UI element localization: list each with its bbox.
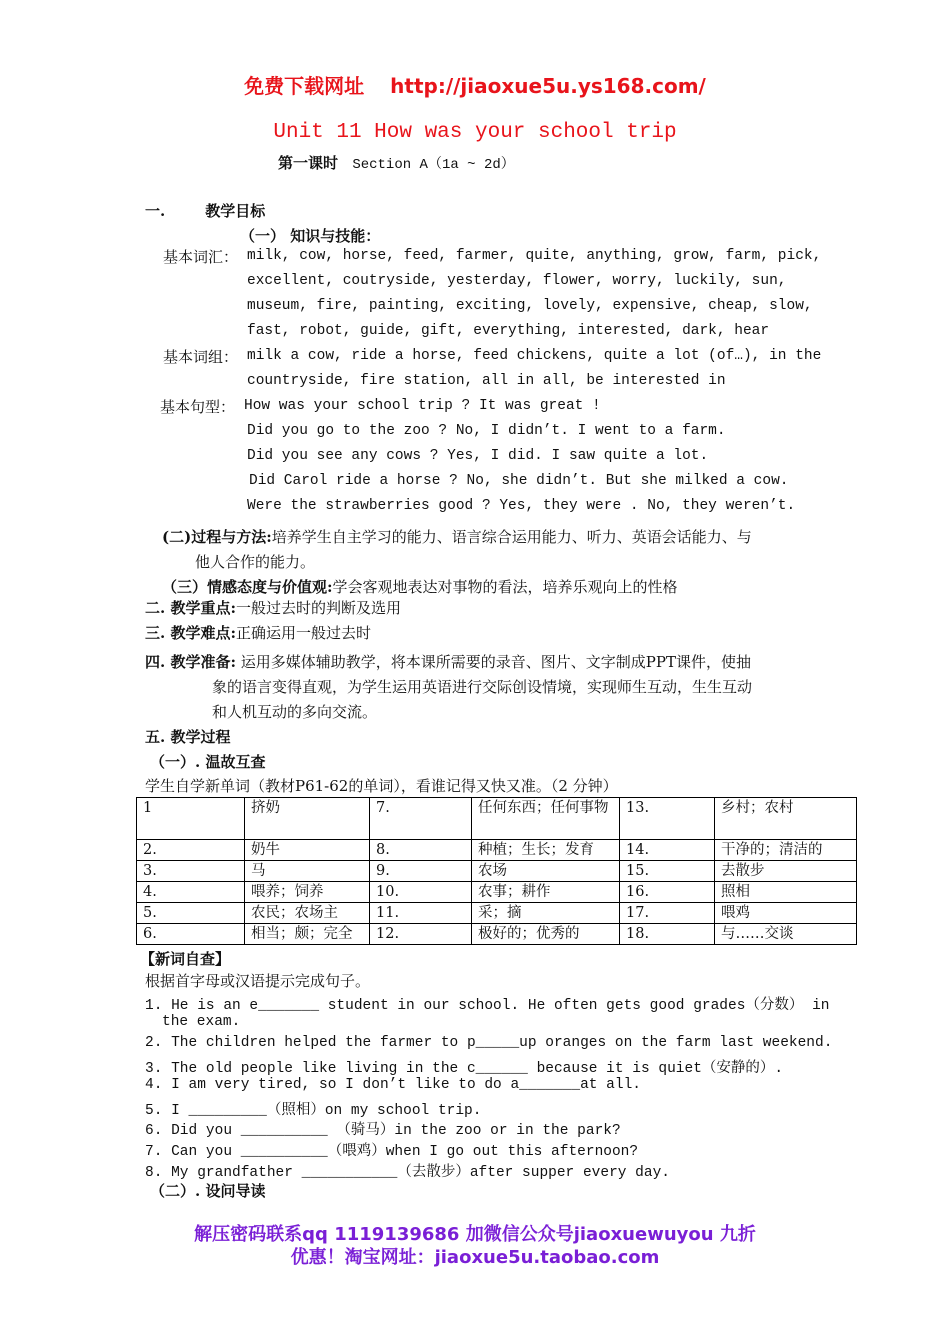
teaching-focus-label: 二. 教学重点: (145, 599, 236, 617)
exercise-item: 6. Did you __________ （骑马）in the zoo or in the park? (145, 1123, 621, 1139)
table-cell: 5. (137, 903, 245, 924)
sentence-label: 基本句型： (160, 398, 236, 416)
table-row (137, 840, 857, 861)
table-cell: 与……交谈 (715, 924, 857, 945)
table-cell: 2. (137, 840, 245, 861)
table-cell: 极好的；优秀的 (472, 924, 620, 945)
section1-number: 一. (145, 202, 166, 220)
exercise-item: the exam. (162, 1014, 241, 1030)
vocab-line: museum, fire, painting, exciting, lovely, expensive, cheap, slow, (247, 298, 813, 314)
table-row (137, 861, 857, 882)
teaching-difficulty-text: 正确运用一般过去时 (235, 624, 371, 642)
teaching-prep-line: 象的语言变得直观，为学生运用英语进行交际创设情境，实现师生互动，生生互动 (212, 678, 753, 696)
phrase-line: countryside, fire station, all in all, be interested in (247, 373, 726, 389)
process-method (162, 526, 752, 547)
attitude-values-label: （三）情感态度与价值观: (162, 578, 333, 596)
table-cell: 13. (620, 798, 715, 840)
table-cell: 4. (137, 882, 245, 903)
exercise-item: 3. The old people like living in the c______ because it is quiet（安静的）. (145, 1061, 784, 1077)
table-row (137, 882, 857, 903)
vocab-line: excellent, coutryside, yesterday, flower, worry, luckily, sun, (247, 273, 787, 289)
process-method-text: 培养学生自主学习的能力、语言综合运用能力、听力、英语会话能力、与 (271, 528, 752, 546)
knowledge-skills-heading: （一） 知识与技能： (240, 227, 381, 245)
footer-line-2: 优惠！淘宝网址：jiaoxue5u.taobao.com (290, 1247, 660, 1268)
guided-reading-heading: （二）. 设问导读 (150, 1182, 266, 1200)
teaching-prep (145, 651, 751, 672)
table-cell: 奶牛 (245, 840, 370, 861)
sentence-line: Did you see any cows ? Yes, I did. I saw quite a lot. (247, 448, 709, 464)
process-method-text-cont: 他人合作的能力。 (195, 553, 316, 571)
footer-line-1: 解压密码联系qq 1119139686 加微信公众号jiaoxuewuyou 九折 (194, 1224, 756, 1245)
table-row (137, 798, 857, 840)
download-label: 免费下载网址 (244, 74, 365, 98)
table-cell: 15. (620, 861, 715, 882)
exercise-item: 4. I am very tired, so I don’t like to do a_______at all. (145, 1077, 641, 1093)
table-cell: 喂鸡 (715, 903, 857, 924)
table-cell: 喂养；饲养 (245, 882, 370, 903)
table-row (137, 903, 857, 924)
exercise-item: 7. Can you __________（喂鸡）when I go out this afternoon? (145, 1144, 639, 1160)
lesson-section: Section A（1a ~ 2d） (352, 157, 515, 173)
review-heading: （一）. 温故互查 (150, 753, 266, 771)
table-cell: 12. (370, 924, 472, 945)
teaching-prep-text: 运用多媒体辅助教学，将本课所需要的录音、图片、文字制成PPT课件，使抽 (240, 653, 751, 671)
table-cell: 挤奶 (245, 798, 370, 840)
sentence-line: How was your school trip ? It was great ! (244, 398, 601, 414)
teaching-process-heading: 五. 教学过程 (145, 728, 231, 746)
self-check-heading: 【新词自查】 (140, 950, 231, 968)
section1-title: 教学目标 (205, 202, 266, 220)
table-cell: 7. (370, 798, 472, 840)
attitude-values (162, 576, 678, 597)
download-url-link[interactable]: http://jiaoxue5u.ys168.com/ (390, 74, 706, 98)
self-check-intro: 根据首字母或汉语提示完成句子。 (145, 972, 371, 990)
process-method-label: (二)过程与方法: (162, 528, 272, 546)
table-cell: 农民；农场主 (245, 903, 370, 924)
table-cell: 10. (370, 882, 472, 903)
table-cell: 任何东西；任何事物 (472, 798, 620, 840)
lesson-subtitle (278, 152, 515, 173)
vocab-label: 基本词汇： (163, 248, 239, 266)
table-row (137, 924, 857, 945)
table-cell: 相当；颇；完全 (245, 924, 370, 945)
section1-heading (145, 200, 265, 221)
table-cell: 1 (137, 798, 245, 840)
table-cell: 乡村；农村 (715, 798, 857, 840)
table-cell: 去散步 (715, 861, 857, 882)
sentence-line: Did Carol ride a horse ? No, she didn’t. But she milked a cow. (249, 473, 789, 489)
table-cell: 14. (620, 840, 715, 861)
vocab-table (136, 797, 857, 945)
table-cell: 8. (370, 840, 472, 861)
exercise-item: 5. I _________（照相）on my school trip. (145, 1103, 482, 1119)
page-title: Unit 11 How was your school trip (273, 121, 677, 144)
vocab-line: fast, robot, guide, gift, everything, interested, dark, hear (247, 323, 770, 339)
teaching-prep-line: 和人机互动的多向交流。 (212, 703, 378, 721)
exercise-item: 1. He is an e_______ student in our school. He often gets good grades（分数） in (145, 998, 830, 1014)
exercise-item: 8. My grandfather ___________（去散步）after supper every day. (145, 1165, 670, 1181)
table-cell: 18. (620, 924, 715, 945)
vocab-line: milk, cow, horse, feed, farmer, quite, anything, grow, farm, pick, (247, 248, 822, 264)
sentence-line: Were the strawberries good ? Yes, they were . No, they weren’t. (247, 498, 796, 514)
table-cell: 采；摘 (472, 903, 620, 924)
sentence-line: Did you go to the zoo ? No, I didn’t. I went to a farm. (247, 423, 726, 439)
table-cell: 种植；生长；发育 (472, 840, 620, 861)
download-header (0, 70, 950, 99)
table-cell: 马 (245, 861, 370, 882)
vocab-review-intro: 学生自学新单词（教材P61-62的单词），看谁记得又快又准。（2 分钟） (145, 777, 618, 795)
table-cell: 干净的；清洁的 (715, 840, 857, 861)
table-cell: 农事；耕作 (472, 882, 620, 903)
teaching-focus (145, 597, 401, 618)
table-cell: 9. (370, 861, 472, 882)
phrase-label: 基本词组： (163, 348, 239, 366)
table-cell: 6. (137, 924, 245, 945)
attitude-values-text: 学会客观地表达对事物的看法，培养乐观向上的性格 (332, 578, 678, 596)
table-cell: 11. (370, 903, 472, 924)
teaching-prep-label: 四. 教学准备: (145, 653, 236, 671)
phrase-line: milk a cow, ride a horse, feed chickens, quite a lot (of…), in the (247, 348, 822, 364)
table-cell: 农场 (472, 861, 620, 882)
teaching-difficulty-label: 三. 教学难点: (145, 624, 236, 642)
exercise-item: 2. The children helped the farmer to p_____up oranges on the farm last weekend. (145, 1035, 833, 1051)
teaching-difficulty (145, 622, 371, 643)
lesson-period: 第一课时 (278, 154, 339, 172)
table-cell: 16. (620, 882, 715, 903)
teaching-focus-text: 一般过去时的判断及选用 (235, 599, 401, 617)
table-cell: 3. (137, 861, 245, 882)
table-cell: 17. (620, 903, 715, 924)
table-cell: 照相 (715, 882, 857, 903)
